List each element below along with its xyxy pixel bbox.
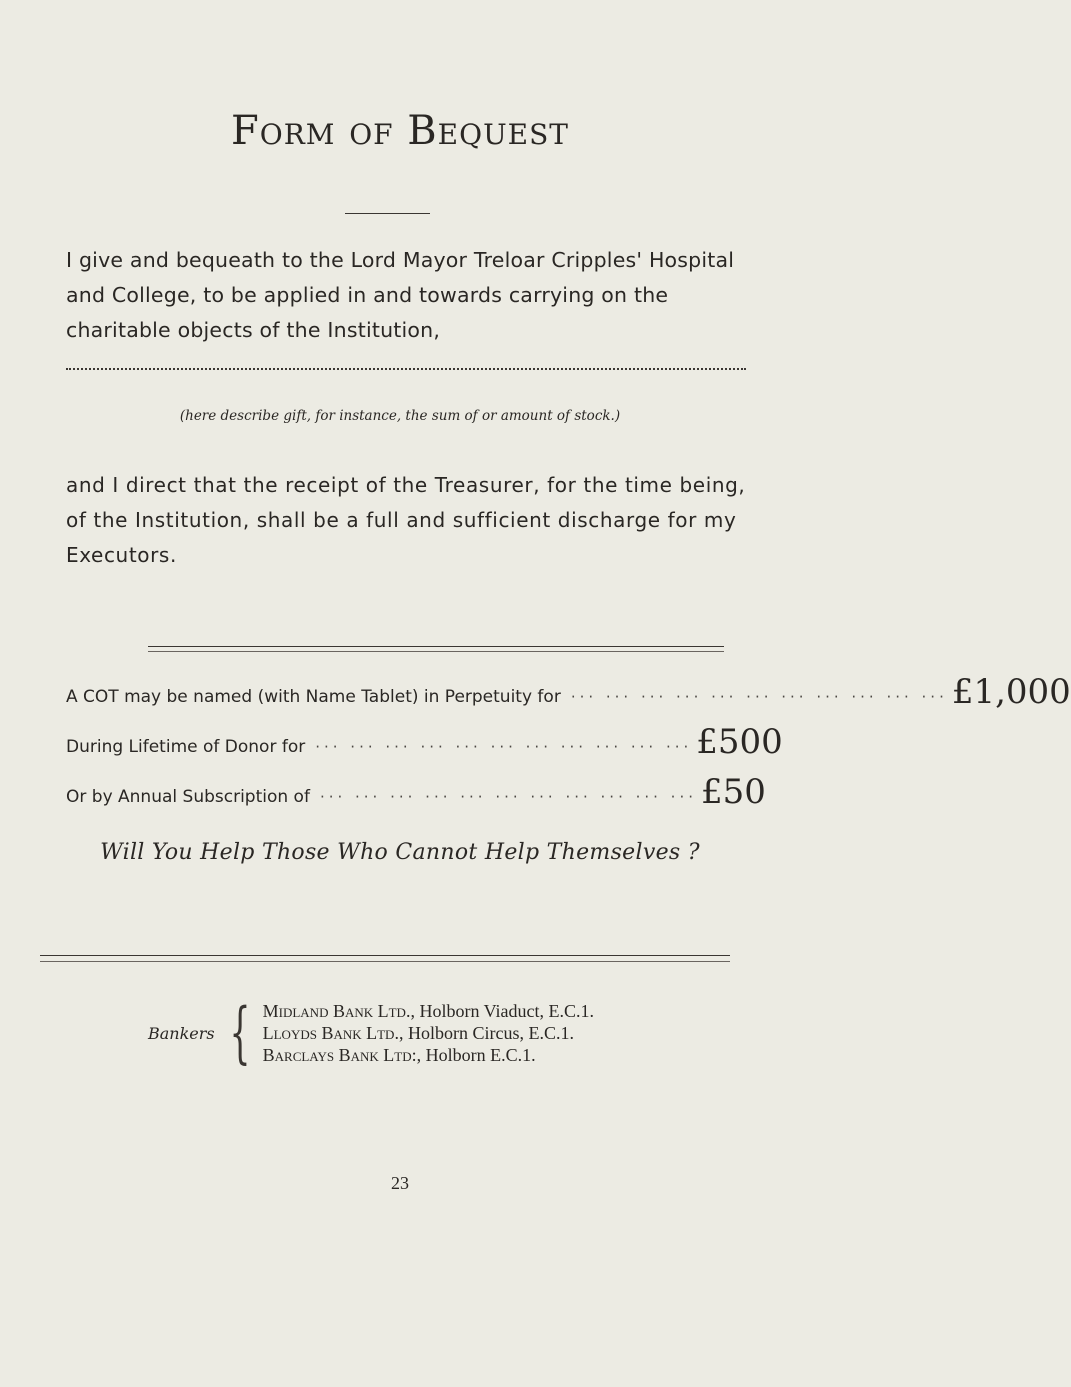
bank-address: Holborn Circus, E.C.1. <box>407 1023 574 1043</box>
bank-name: Lloyds Bank Ltd., <box>262 1023 404 1043</box>
bank-list <box>263 1000 594 1066</box>
cot-row-lifetime <box>66 722 783 762</box>
bank-item <box>263 1000 594 1022</box>
bank-name: Midland Bank Ltd., <box>262 1001 415 1021</box>
bankers-label: Bankers <box>148 1023 215 1043</box>
dot-leader: ··· ··· ··· ··· ··· ··· ··· ··· ··· ··· ··· <box>315 738 693 756</box>
appeal-text: Will You Help Those Who Cannot Help Themselves ? <box>100 840 700 865</box>
dot-leader: ··· ··· ··· ··· ··· ··· ··· ··· ··· ··· ··· <box>570 688 948 706</box>
title-divider <box>345 213 430 214</box>
cot-amount: £50 <box>700 772 766 812</box>
bequest-paragraph: I give and bequeath to the Lord Mayor Treloar Cripples' Hospital and College, to be applied in and towards carrying on the charitable objects of the Institution, <box>66 248 735 342</box>
section-divider <box>148 646 724 647</box>
cot-row-annual <box>66 772 766 812</box>
cot-row-perpetuity <box>66 672 1071 712</box>
bankers-block <box>148 994 595 1071</box>
cot-label: A COT may be named (with Name Tablet) in Perpetuity for <box>66 687 561 707</box>
cot-label: During Lifetime of Donor for <box>66 737 306 757</box>
bottom-divider-secondary <box>40 961 730 962</box>
cot-amount: £500 <box>696 722 783 762</box>
page-number: 23 <box>391 1173 409 1193</box>
section-divider-secondary <box>148 651 724 652</box>
cot-label: Or by Annual Subscription of <box>66 787 310 807</box>
gift-blank-line <box>66 368 746 370</box>
brace-icon: { <box>229 994 251 1071</box>
bank-address: Holborn E.C.1. <box>425 1045 536 1065</box>
bank-item <box>263 1044 594 1066</box>
bank-item <box>263 1022 594 1044</box>
bank-address: Holborn Viaduct, E.C.1. <box>419 1001 595 1021</box>
discharge-paragraph: and I direct that the receipt of the Treasurer, for the time being, of the Institution, shall be a full and sufficient discharge for my Executors. <box>66 473 746 567</box>
cot-amount: £1,000 <box>951 672 1071 712</box>
blank-caption: (here describe gift, for instance, the sum of or amount of stock.) <box>179 408 621 424</box>
dot-leader: ··· ··· ··· ··· ··· ··· ··· ··· ··· ··· ··· <box>319 788 697 806</box>
bottom-divider <box>40 955 730 956</box>
bank-name: Barclays Bank Ltd:, <box>262 1045 422 1065</box>
page-title: Form of Bequest <box>231 108 569 154</box>
